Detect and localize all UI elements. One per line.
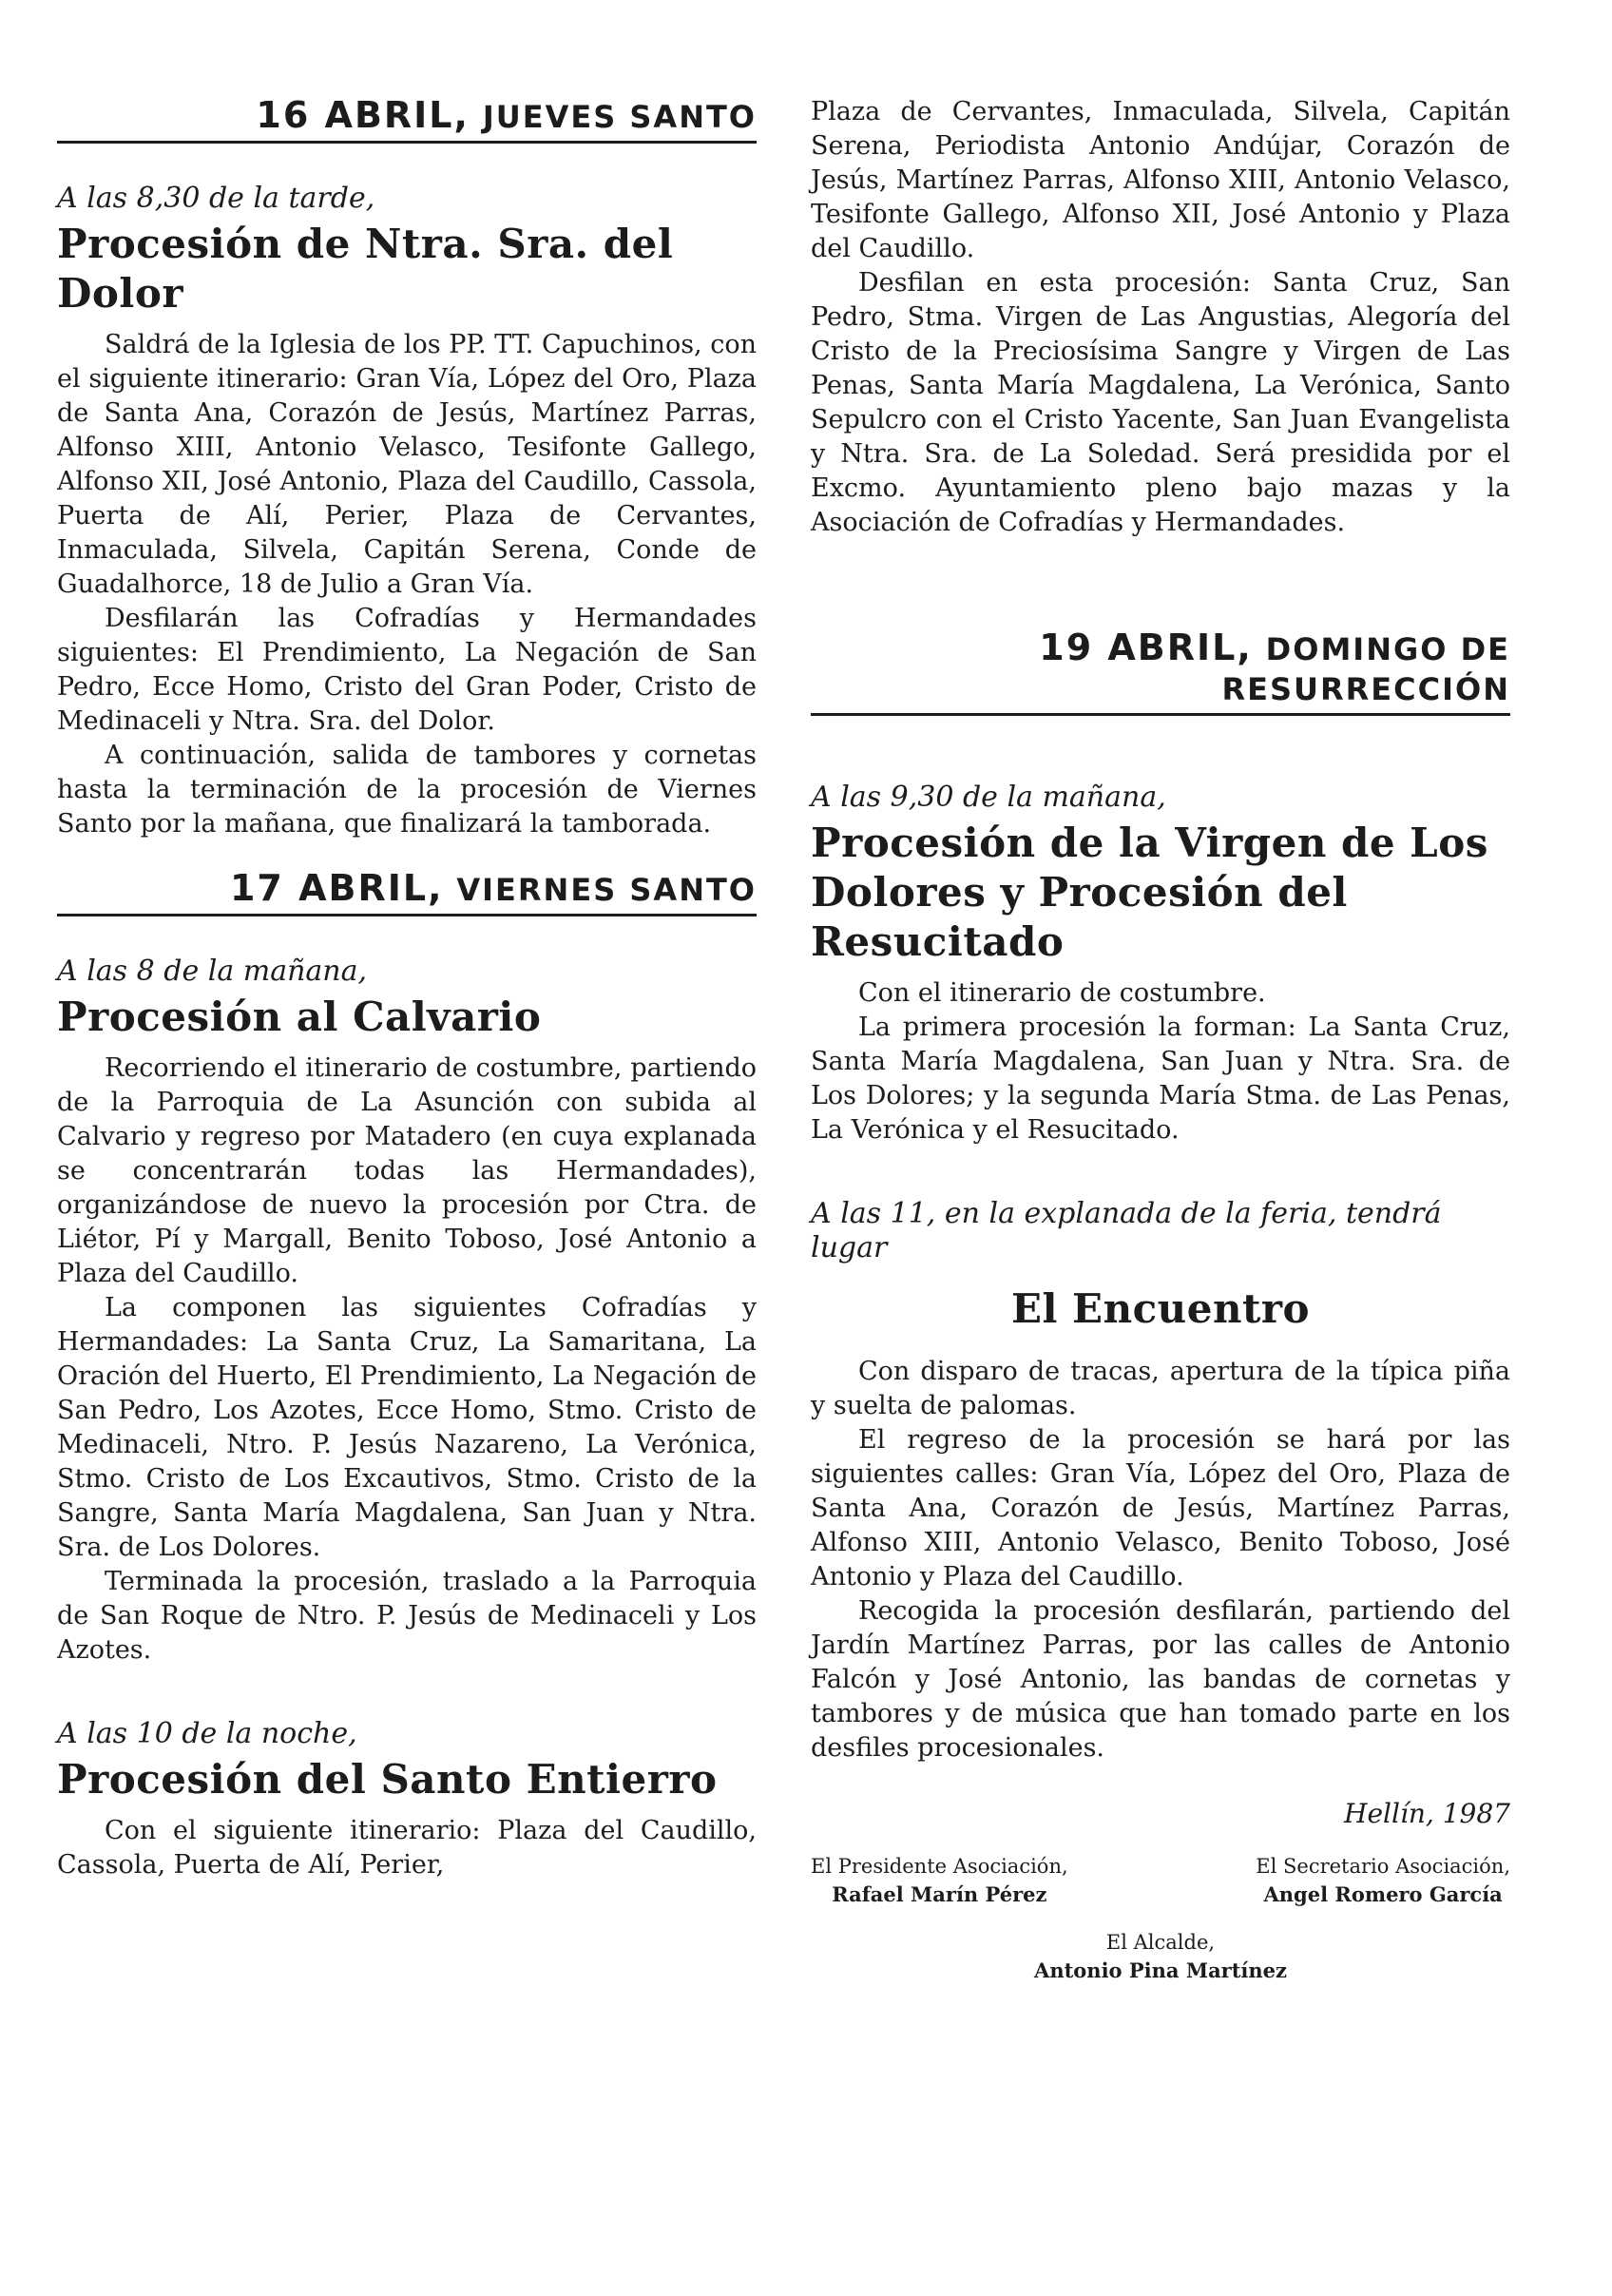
paragraph: Desfilarán las Cofradías y Hermandades siguientes: El Prendimiento, La Negación de San Pedro, Ecce Homo, Cristo del Gran Poder, Cristo de Medinaceli y Ntra. Sra. del Dolor. (57, 604, 757, 736)
event-title: Procesión del Santo Entierro (57, 1756, 718, 1803)
signature-role: El Secretario Asociación, (1256, 1855, 1510, 1878)
paragraph: Con el itinerario de costumbre. (858, 978, 1266, 1008)
day-name: JUEVES SANTO (482, 99, 757, 135)
event-time: A las 11, en la explanada de la feria, tendrá lugar (811, 1197, 1442, 1264)
event-title: Procesión de la Virgen de Los Dolores y Procesión del Resucitado (811, 820, 1488, 965)
date-label: 19 ABRIL, (1039, 627, 1253, 668)
date-label: 17 ABRIL, (229, 867, 444, 909)
paragraph: Saldrá de la Iglesia de los PP. TT. Capuchinos, con el siguiente itinerario: Gran Vía, López del Oro, Plaza de Santa Ana, Corazón de Jesús, Martínez Parras, Alfonso XIII, Antonio Velasco, Tesifonte Gallego, Alfonso XII, José Antonio, Plaza del Caudillo, Cassola, Puerta de Alí, Perier, Plaza de Cervantes, Inmaculada, Silvela, Capitán Serena, Conde de Guadalhorce, 18 de Julio a Gran Vía. (57, 330, 757, 599)
place-date: Hellín, 1987 (1344, 1798, 1510, 1829)
date-heading-19-abril (811, 627, 1510, 716)
signature-name: Rafael Marín Pérez (832, 1882, 1047, 1906)
signature-mayor (811, 1928, 1510, 1985)
event-title: Procesión de Ntra. Sra. del Dolor (57, 221, 674, 317)
event-time: A las 10 de la noche, (57, 1717, 357, 1750)
signature-name: Antonio Pina Martínez (1034, 1958, 1287, 1982)
date-heading-16-abril (57, 95, 757, 144)
paragraph: A continuación, salida de tambores y cornetas hasta la terminación de la procesión de Viernes Santo por la mañana, que finalizará la tamborada. (57, 741, 757, 839)
paragraph: Recogida la procesión desfilarán, partiendo del Jardín Martínez Parras, por las calles de Antonio Falcón y José Antonio, las bandas de cornetas y tambores y de música que han tomado parte en los desfiles procesionales. (811, 1596, 1510, 1763)
signature-name: Angel Romero García (1263, 1882, 1503, 1906)
paragraph: La primera procesión la forman: La Santa Cruz, Santa María Magdalena, San Juan y Ntra. Sra. de Los Dolores; y la segunda María Stma. de Las Penas, La Verónica y el Resucitado. (811, 1013, 1510, 1145)
paragraph: Desfilan en esta procesión: Santa Cruz, San Pedro, Stma. Virgen de Las Angustias, Alegoría del Cristo de la Preciosísima Sangre y Virgen de Las Penas, Santa María Magdalena, La Verónica, Santo Sepulcro con el Cristo Yacente, San Juan Evangelista y Ntra. Sra. de La Soledad. Será presidida por el Excmo. Ayuntamiento pleno bajo mazas y la Asociación de Cofradías y Hermandades. (811, 268, 1510, 537)
left-column (57, 95, 757, 1882)
event-title: Procesión al Calvario (57, 994, 542, 1040)
signatures (811, 1852, 1510, 1909)
signature-role: El Presidente Asociación, (811, 1855, 1068, 1878)
paragraph: Con disparo de tracas, apertura de la típica piña y suelta de palomas. (811, 1357, 1510, 1420)
event-time: A las 9,30 de la mañana, (811, 781, 1166, 814)
paragraph: Terminada la procesión, traslado a la Parroquia de San Roque de Ntro. P. Jesús de Medinaceli y Los Azotes. (57, 1567, 757, 1665)
paragraph: Recorriendo el itinerario de costumbre, partiendo de la Parroquia de La Asunción con subida al Calvario y regreso por Matadero (en cuya explanada se concentrarán todas las Hermandades), organizándose de nuevo la procesión por Ctra. de Liétor, Pí y Margall, Benito Toboso, José Antonio a Plaza del Caudillo. (57, 1053, 757, 1288)
day-name: DOMINGO DE RESURRECCIÓN (1221, 631, 1510, 707)
paragraph: Plaza de Cervantes, Inmaculada, Silvela, Capitán Serena, Periodista Antonio Andújar, Corazón de Jesús, Martínez Parras, Alfonso XIII, Antonio Velasco, Tesifonte Gallego, Alfonso XII, José Antonio y Plaza del Caudillo. (811, 97, 1510, 263)
date-label: 16 ABRIL, (256, 94, 470, 136)
signature-secretary (1256, 1852, 1510, 1909)
paragraph: La componen las siguientes Cofradías y Hermandades: La Santa Cruz, La Samaritana, La Oración del Huerto, El Prendimiento, La Negación de San Pedro, Los Azotes, Ecce Homo, Stmo. Cristo de Medinaceli, Ntro. P. Jesús Nazareno, La Verónica, Stmo. Cristo de Los Excautivos, Stmo. Cristo de la Sangre, Santa María Magdalena, San Juan y Ntra. Sra. de Los Dolores. (57, 1293, 757, 1562)
signature-role: El Alcalde, (1105, 1931, 1216, 1954)
day-name: VIERNES SANTO (456, 872, 757, 908)
signature-president (811, 1852, 1068, 1909)
right-column (811, 95, 1510, 1985)
event-title: El Encuentro (1010, 1285, 1311, 1332)
event-time: A las 8 de la mañana, (57, 955, 368, 988)
event-time: A las 8,30 de la tarde, (57, 182, 375, 215)
paragraph: El regreso de la procesión se hará por las siguientes calles: Gran Vía, López del Oro, Plaza de Santa Ana, Corazón de Jesús, Martínez Parras, Alfonso XIII, Antonio Velasco, Benito Toboso, José Antonio y Plaza del Caudillo. (811, 1425, 1510, 1592)
date-heading-17-abril (57, 868, 757, 916)
paragraph: Con el siguiente itinerario: Plaza del Caudillo, Cassola, Puerta de Alí, Perier, (57, 1816, 757, 1880)
